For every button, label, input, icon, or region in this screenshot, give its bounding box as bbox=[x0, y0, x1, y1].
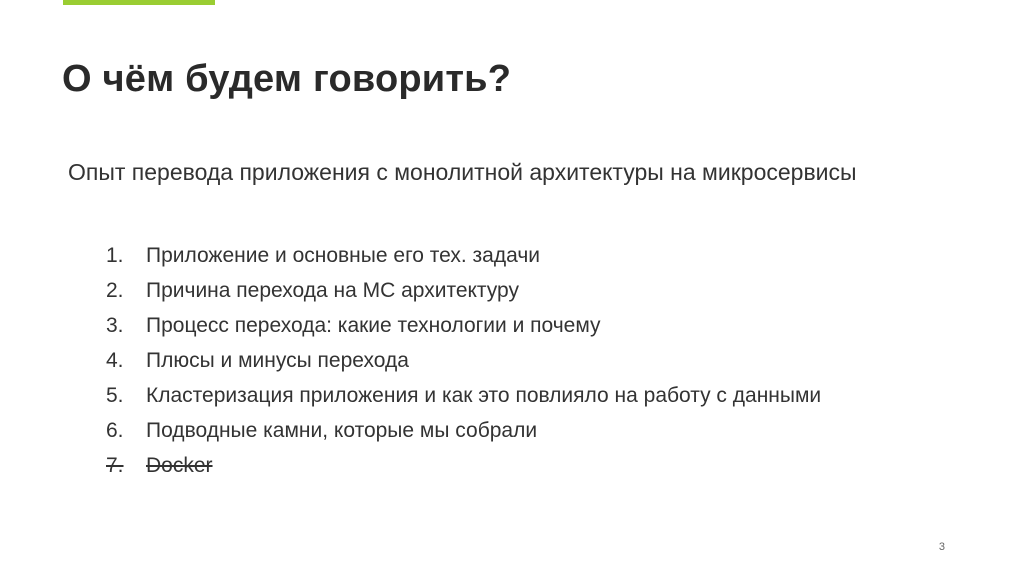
slide-title: О чём будем говорить? bbox=[62, 58, 512, 100]
intro-text: Опыт перевода приложения с монолитной архитектуры на микросервисы bbox=[68, 159, 857, 185]
agenda-item-text: Кластеризация приложения и как это повлияло на работу с данными bbox=[146, 384, 822, 407]
agenda-item-text: Подводные камни, которые мы собрали bbox=[146, 419, 538, 442]
agenda-item-4 bbox=[106, 346, 866, 376]
agenda-item-text: Приложение и основные его тех. задачи bbox=[146, 244, 540, 267]
agenda-item-text: Причина перехода на МС архитектуру bbox=[146, 279, 519, 302]
agenda-item-number: 4. bbox=[106, 349, 124, 372]
agenda-item-number: 5. bbox=[106, 384, 124, 407]
page-number: 3 bbox=[938, 541, 945, 553]
agenda-item-7 bbox=[106, 451, 866, 481]
agenda-list bbox=[106, 241, 866, 486]
agenda-item-text: Docker bbox=[146, 454, 213, 477]
agenda-item-2 bbox=[106, 276, 866, 306]
agenda-item-text: Плюсы и минусы перехода bbox=[146, 349, 409, 372]
agenda-item-number: 3. bbox=[106, 314, 124, 337]
agenda-item-number: 2. bbox=[106, 279, 124, 302]
agenda-item-5 bbox=[106, 381, 866, 411]
accent-bar bbox=[63, 0, 215, 5]
agenda-item-1 bbox=[106, 241, 866, 271]
agenda-item-number: 7. bbox=[106, 454, 124, 477]
agenda-item-text: Процесс перехода: какие технологии и почему bbox=[146, 314, 601, 337]
agenda-item-number: 6. bbox=[106, 419, 124, 442]
agenda-item-3 bbox=[106, 311, 866, 341]
agenda-item-number: 1. bbox=[106, 244, 124, 267]
agenda-item-6 bbox=[106, 416, 866, 446]
